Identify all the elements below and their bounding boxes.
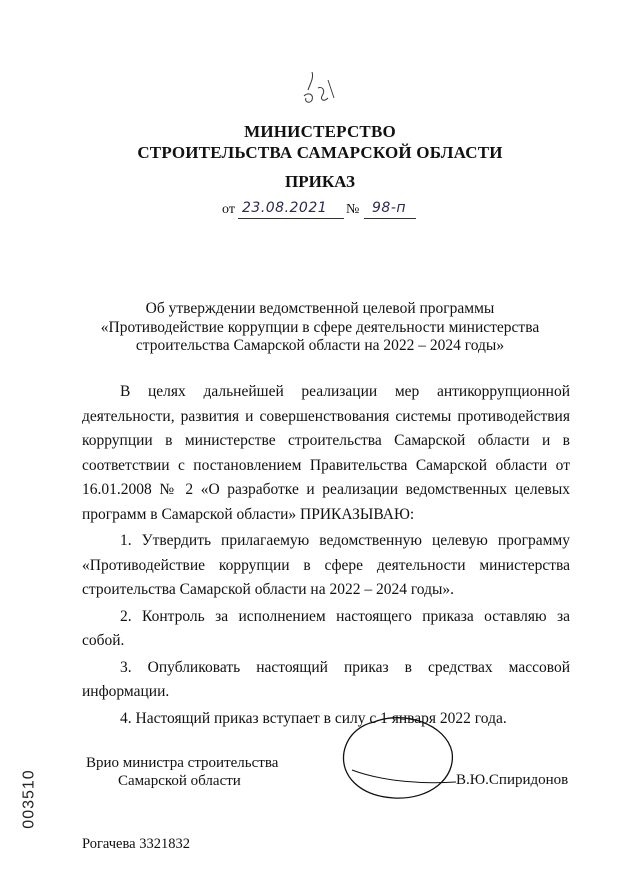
signatory-title [86, 754, 278, 790]
document-body [82, 380, 570, 733]
signatory-name: В.Ю.Спиридонов [456, 772, 569, 788]
subject-line2: «Противодействие коррупции в сфере деятельности министерства [100, 318, 540, 336]
signatory-title-line2: Самарской области [118, 773, 241, 789]
preamble-paragraph: В целях дальнейшей реализации мер антикоррупционной деятельности, развития и совершенствования системы противодействия коррупции в министерстве строительства Самарской области и в соответствии с постановлением Правительства Самарской области от 16.01.2008 № 2 «О разработке и реализации ведомственных целевых программ в Самарской области» ПРИКАЗЫВАЮ: [82, 383, 570, 523]
date-prefix: от [222, 202, 235, 217]
order-item-1: 1. Утвердить прилагаемую ведомственную целевую программу «Противодействие коррупции в сфере деятельности министерства строительства Самарской области на 2022 – 2024 годы». [82, 532, 570, 598]
date-value: 23.08.2021 [242, 200, 328, 216]
order-item-3: 3. Опубликовать настоящий приказ в средствах массовой информации. [82, 658, 570, 700]
executor-info: Рогачева 3321832 [82, 836, 190, 852]
number-underline [364, 218, 416, 219]
order-item-2: 2. Контроль за исполнением настоящего приказа оставляю за собой. [82, 607, 570, 649]
number-value: 98-п [372, 200, 407, 216]
order-item-4: 4. Настоящий приказ вступает в силу с 1 января 2022 года. [120, 709, 507, 727]
date-underline [238, 218, 344, 219]
org-name-line1: МИНИСТЕРСТВО [244, 122, 396, 141]
handwritten-mark-icon [298, 70, 340, 106]
number-prefix: № [346, 202, 360, 217]
document-type: ПРИКАЗ [285, 172, 355, 191]
date-number-line [222, 198, 422, 222]
subject-line1: Об утверждении ведомственной целевой программы [145, 300, 495, 317]
subject-line3: строительства Самарской области на 2022 – 2024 годы» [135, 337, 505, 354]
registration-number [14, 760, 64, 840]
org-name-line2: СТРОИТЕЛЬСТВА САМАРСКОЙ ОБЛАСТИ [137, 143, 503, 162]
registration-number-text: 003510 [20, 769, 38, 829]
document-subject [80, 300, 560, 356]
signature-icon [334, 712, 458, 804]
signatory-title-line1: Врио министра строительства [86, 755, 279, 771]
